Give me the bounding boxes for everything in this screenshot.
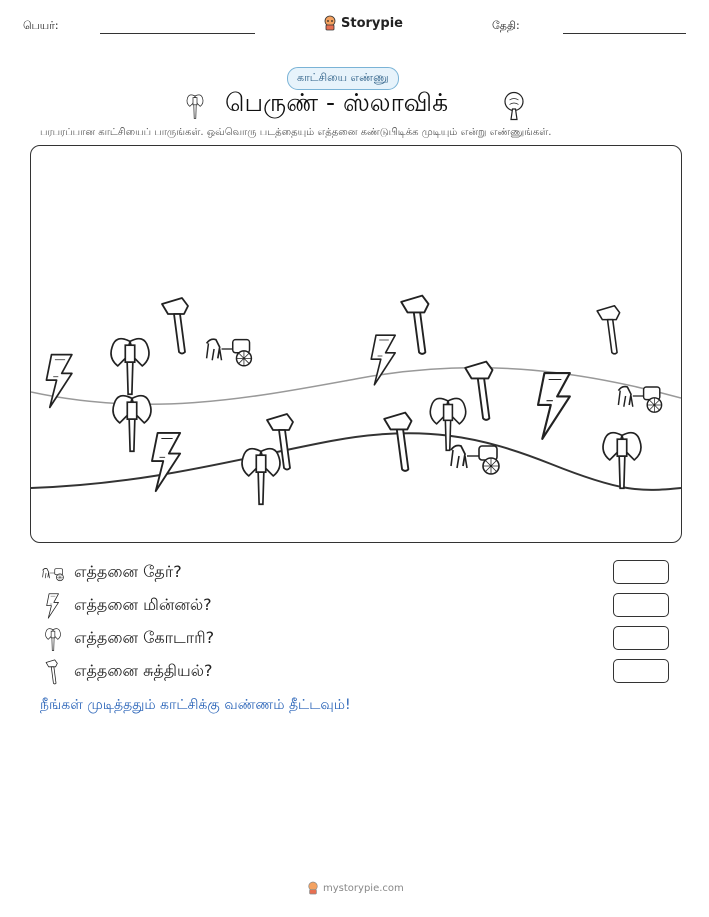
name-label: பெயர்: [23,19,59,32]
coloring-note: நீங்கள் முடித்ததும் காட்சிக்கு வண்ணம் தீட்டவும்! [40,697,351,713]
answer-box-axe[interactable] [613,626,669,650]
axe-5 [603,433,641,489]
question-text: எத்தனை சுத்தியல்? [74,661,213,680]
answer-box-hammer[interactable] [613,659,669,683]
hammer-6 [384,413,411,471]
lightning-icon [40,593,66,619]
lightning-1 [46,355,72,408]
lightning-3 [371,335,395,385]
date-input-line[interactable] [563,33,686,34]
date-label: தேதி: [492,19,520,32]
page-title: பெருண் - ஸ்லாவிக் [225,88,449,117]
axe-1 [111,339,149,395]
hammer-1 [162,298,188,354]
question-text: எத்தனை தேர்? [74,562,182,581]
brand-name: Storypie [341,15,403,31]
question-row-hammer [40,659,680,685]
chariot-1 [207,339,252,366]
chariot-2 [618,387,661,413]
storypie-mascot-icon [323,15,337,31]
answer-box-chariot[interactable] [613,560,669,584]
lightning-2 [152,433,180,491]
axe-icon [183,92,207,120]
hammer-4 [465,362,492,420]
axe-2 [113,396,151,452]
footer-url[interactable]: mystorypie.com [323,882,404,894]
chariot-3 [451,446,499,475]
axe-icon [40,626,66,652]
footer [307,881,404,895]
hammer-3 [597,306,620,354]
name-input-line[interactable] [100,33,255,34]
question-row-lightning [40,593,680,619]
storypie-mascot-icon [307,881,319,895]
answer-box-lightning[interactable] [613,593,669,617]
question-row-chariot [40,560,680,586]
axe-3 [242,449,280,505]
front-hill-line [31,433,681,490]
axe-4 [430,398,465,450]
brand-logo [323,15,403,31]
activity-badge: காட்சியை எண்ணு [287,67,399,90]
chariot-icon [40,560,66,586]
lightning-4 [538,373,570,439]
hammer-2 [401,296,428,354]
tree-icon [499,91,529,121]
question-row-axe [40,626,680,652]
question-text: எத்தனை மின்னல்? [74,595,212,614]
counting-scene [30,145,682,543]
question-text: எத்தனை கோடாரி? [74,628,215,647]
instructions: பரபரப்பான காட்சியைப் பாருங்கள். ஒவ்வொரு படத்தையும் எத்தனை கண்டுபிடிக்க முடியும் என்று எண்ணுங்கள். [40,127,552,138]
hammer-icon [40,659,66,685]
